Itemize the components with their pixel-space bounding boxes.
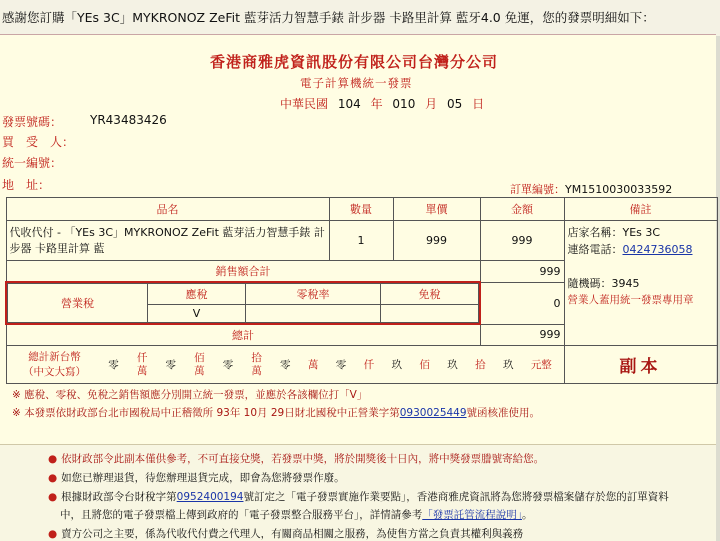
copy-label: 副本 bbox=[564, 346, 717, 384]
order-number bbox=[510, 181, 672, 197]
footer-bullet bbox=[48, 451, 544, 466]
note-text: 號函核准使用。 bbox=[466, 407, 541, 419]
exempt-label: 免稅 bbox=[381, 284, 479, 305]
item-unit-price: 999 bbox=[393, 221, 480, 261]
zero-rate-label: 零稅率 bbox=[245, 284, 380, 305]
col-header-unit-price: 單價 bbox=[393, 198, 480, 221]
company-name: 香港商雅虎資訊股份有限公司台灣分公司 bbox=[210, 53, 499, 71]
bullet-dot: ● bbox=[48, 491, 58, 503]
remark-cell bbox=[564, 221, 717, 346]
ntd-words-row bbox=[6, 346, 564, 384]
approval-link[interactable]: 0930025449 bbox=[399, 407, 467, 419]
escrow-process-link[interactable]: 「發票託管流程說明」 bbox=[422, 509, 522, 521]
date-day: 05 bbox=[447, 97, 463, 111]
invoice bbox=[0, 34, 716, 445]
word-unit: 仟 bbox=[363, 359, 375, 371]
note-text: ※ 應稅、零稅、免稅之銷售額應分別開立統一發票，並應於各該欄位打「V」 bbox=[12, 389, 368, 401]
order-no-label: 訂單編號： bbox=[510, 183, 565, 196]
footer-bullet bbox=[48, 470, 345, 485]
word-unit: 佰萬 bbox=[194, 351, 205, 377]
bullet-dot: ● bbox=[48, 528, 58, 540]
total-label: 總計 bbox=[6, 324, 480, 346]
word-unit: 仟萬 bbox=[136, 351, 148, 377]
phone-line bbox=[568, 241, 714, 258]
word-digit: 玖 bbox=[447, 359, 458, 371]
item-amount: 999 bbox=[480, 221, 564, 261]
ntd-words bbox=[100, 352, 561, 378]
sales-total-label: 銷售額合計 bbox=[6, 261, 480, 283]
ntd-label: 總計新台幣 bbox=[28, 350, 81, 363]
page-header-message: 感謝您訂購「YEs 3C」MYKRONOZ ZeFit 藍芽活力智慧手錶 計步器 卡路里計算 藍牙4.0 免運，您的發票明細如下： bbox=[0, 0, 720, 36]
footer-notes bbox=[0, 444, 716, 541]
item-name: 代收代付 - 「YEs 3C」MYKRONOZ ZeFit 藍芽活力智慧手錶 計步器 卡路里計算 藍 bbox=[6, 221, 329, 261]
bullet-text: 如您已辦理退貨，待您辦理退貨完成，即會為您將發票作廢。 bbox=[61, 472, 345, 484]
buyer-label: 買 受 人： bbox=[2, 135, 75, 149]
word-digit: 玖 bbox=[391, 359, 402, 371]
address-label: 地 址： bbox=[2, 178, 51, 192]
sales-total: 999 bbox=[480, 261, 564, 283]
footer-bullet-continued bbox=[60, 507, 533, 522]
word-digit: 零 bbox=[165, 359, 176, 371]
word-digit: 零 bbox=[222, 359, 234, 371]
word-unit: 拾萬 bbox=[251, 351, 262, 377]
store-name: YEs 3C bbox=[622, 226, 661, 239]
word-unit: 佰 bbox=[419, 359, 430, 371]
date-year: 104 bbox=[337, 97, 361, 111]
col-header-item: 品名 bbox=[6, 198, 329, 221]
word-digit: 零 bbox=[279, 359, 291, 371]
bullet-text: 根據財政部令台財稅字第 bbox=[61, 491, 177, 503]
note-approval bbox=[12, 405, 540, 420]
tax-id-label: 統一編號： bbox=[2, 156, 63, 170]
word-unit: 拾 bbox=[475, 359, 486, 371]
taxable-mark: V bbox=[148, 305, 246, 323]
tax-section bbox=[6, 282, 480, 324]
col-header-amount: 金額 bbox=[480, 198, 564, 221]
phone-label: 連絡電話： bbox=[567, 243, 623, 256]
bullet-text: 號訂定之「電子發票實施作業要點」，香港商雅虎資訊將為您將發票檔案儲存於您的訂單資料 bbox=[243, 491, 669, 503]
word-unit: 元整 bbox=[530, 359, 552, 371]
order-no-value: YM1510030033592 bbox=[565, 183, 673, 196]
invoice-no: YR43483426 bbox=[90, 113, 167, 127]
tax-amount: 0 bbox=[480, 282, 564, 324]
store-line bbox=[568, 224, 714, 241]
stamp-note: 營業人蓋用統一發票專用章 bbox=[567, 294, 694, 306]
col-header-qty: 數量 bbox=[329, 198, 393, 221]
ntd-sublabel: （中文大寫） bbox=[23, 365, 86, 378]
exempt-mark bbox=[381, 305, 479, 323]
tax-label: 營業稅 bbox=[8, 284, 148, 323]
footer-bullet bbox=[48, 526, 523, 541]
date-month: 010 bbox=[392, 97, 416, 111]
random-label: 隨機碼： bbox=[567, 277, 612, 290]
random-code: 3945 bbox=[611, 277, 640, 290]
item-qty: 1 bbox=[329, 221, 393, 261]
taxable-label: 應稅 bbox=[148, 284, 246, 305]
bullet-text: 。 bbox=[522, 509, 533, 521]
store-label: 店家名稱： bbox=[567, 226, 623, 239]
note-tax-types bbox=[12, 387, 367, 402]
total-amount: 999 bbox=[480, 324, 564, 346]
note-text: ※ 本發票依財政部台北市國稅局中正稽徵所 93年 10月 29日財北國稅中正營業字第 bbox=[12, 407, 400, 419]
date-month-unit: 月 bbox=[425, 97, 438, 111]
bullet-text: 賣方公司之主要，係為代收代付費之代理人，有關商品相關之服務，為使售方當之負責其權利與義務 bbox=[61, 528, 524, 540]
invoice-items-table bbox=[5, 197, 718, 384]
invoice-subtitle: 電子計算機統一發票 bbox=[300, 76, 413, 90]
bullet-text: 中，且將您的電子發票檔上傳到政府的「電子發票整合服務平台」，詳情請參考 bbox=[60, 509, 423, 521]
ntd-label-block bbox=[10, 350, 100, 380]
date-year-unit: 年 bbox=[370, 97, 383, 111]
word-unit: 萬 bbox=[307, 359, 319, 371]
word-digit: 玖 bbox=[502, 359, 514, 371]
random-line bbox=[568, 275, 714, 292]
zero-rate-mark bbox=[245, 305, 380, 323]
bullet-dot: ● bbox=[48, 453, 58, 465]
bullet-text: 依財政部令此副本僅供參考，不可直接兌獎，若發票中獎，將於開獎後十日內，將中獎發票謄號寄給您。 bbox=[61, 453, 545, 465]
regulation-link[interactable]: 0952400194 bbox=[176, 491, 244, 503]
word-digit: 零 bbox=[335, 359, 347, 371]
phone-link[interactable]: 0424736058 bbox=[622, 243, 693, 256]
date-era: 中華民國 bbox=[280, 97, 329, 111]
col-header-remark: 備註 bbox=[564, 198, 717, 221]
bullet-dot: ● bbox=[48, 472, 58, 484]
date-day-unit: 日 bbox=[472, 97, 485, 111]
footer-bullet bbox=[48, 489, 669, 504]
invoice-no-label: 發票號碼： bbox=[2, 115, 63, 129]
word-digit: 零 bbox=[108, 359, 119, 371]
invoice-date bbox=[280, 95, 484, 112]
